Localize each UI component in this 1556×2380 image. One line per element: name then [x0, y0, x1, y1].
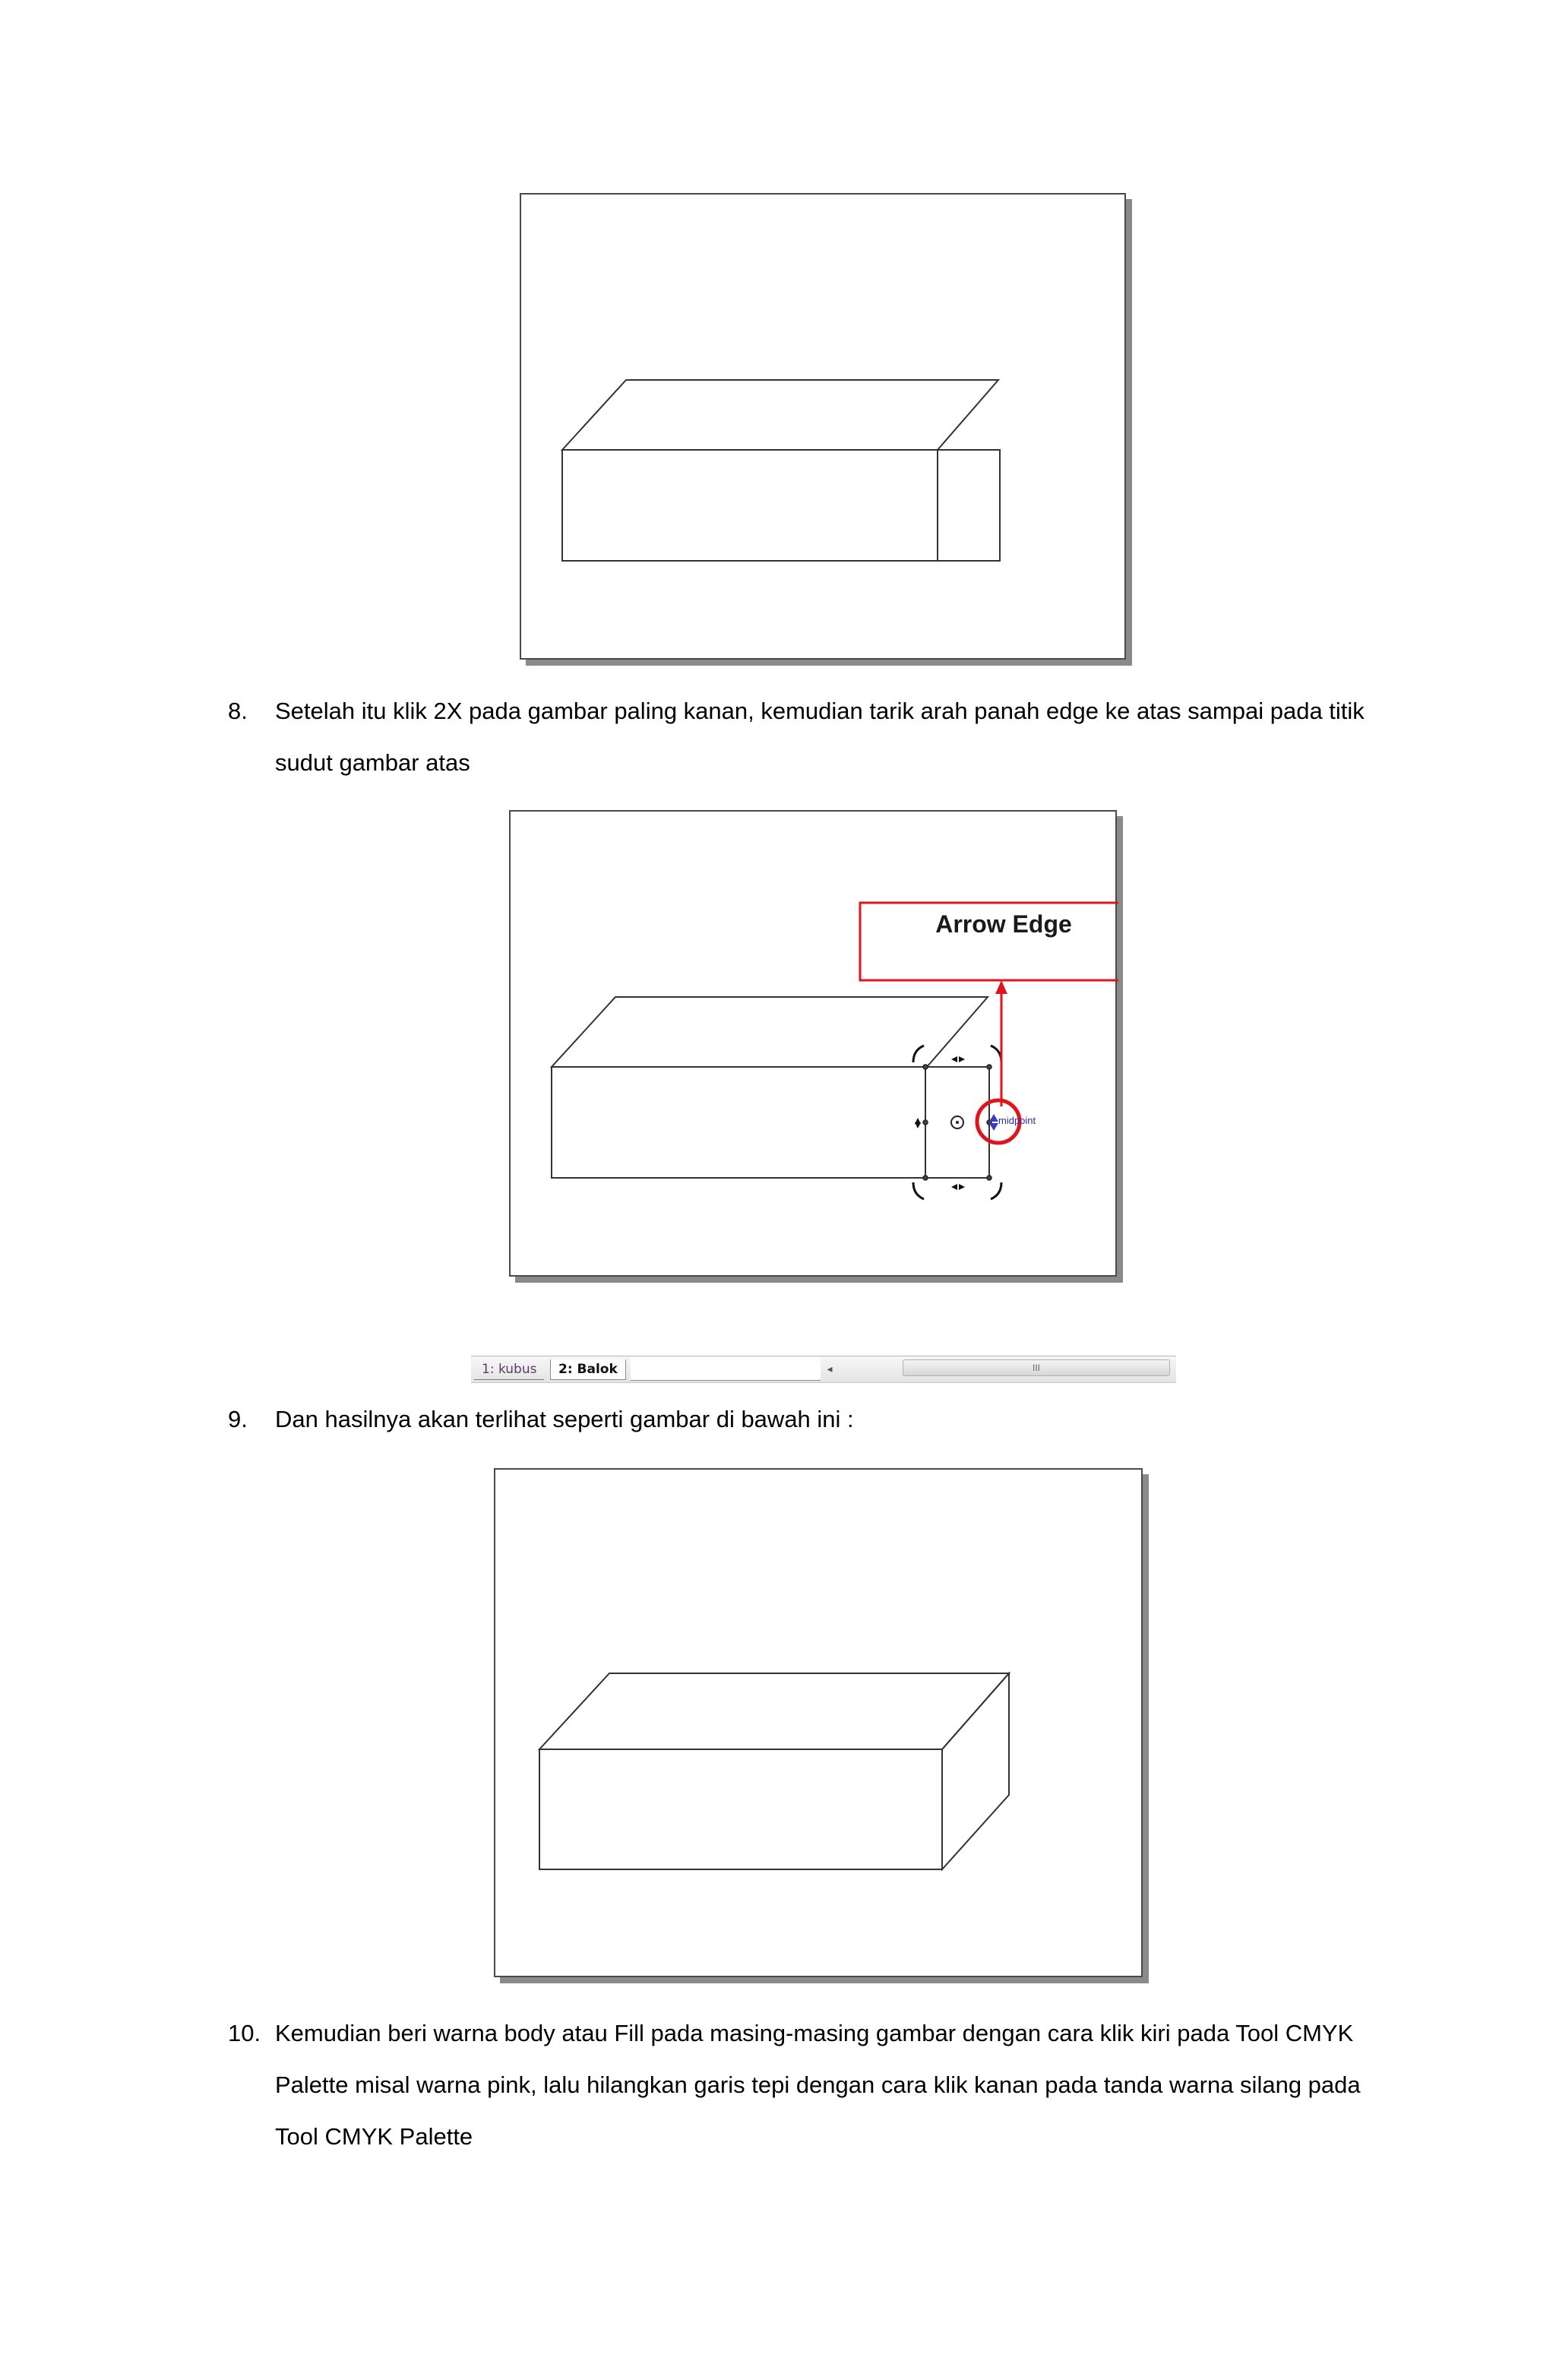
top-face — [562, 380, 998, 450]
figure-2-drawing — [511, 812, 1118, 1278]
callout-label: Arrow Edge — [935, 910, 1072, 938]
figure-3-box-result — [494, 1468, 1143, 1977]
step-text: Setelah itu klik 2X pada gambar paling kanan, kemudian tarik arah panah edge ke atas sampai pada titik sudut gambar atas — [275, 698, 1365, 776]
figure-2-arrow-edge — [509, 810, 1117, 1277]
figure-3-drawing — [495, 1470, 1144, 1979]
step-number: 9. — [228, 1406, 248, 1432]
figure-1-drawing — [521, 195, 1127, 661]
page-tab-kubus[interactable]: 1: kubus — [474, 1359, 544, 1380]
front-face — [562, 450, 938, 561]
top-face — [552, 997, 988, 1067]
horizontal-scrollbar-thumb[interactable] — [903, 1359, 1170, 1376]
right-face-detached — [938, 450, 1000, 561]
edge-arrow-head-icon — [995, 980, 1007, 994]
midpoint-label: midpoint — [998, 1115, 1036, 1126]
front-face — [552, 1067, 925, 1178]
page-tab-balok[interactable]: 2: Balok — [550, 1359, 626, 1380]
step-number: 10. — [228, 2020, 261, 2046]
scroll-grip-icon: III — [1032, 1362, 1040, 1373]
tab-bar-filler — [631, 1357, 821, 1381]
step-text: Kemudian beri warna body atau Fill pada masing-masing gambar dengan cara klik kiri pada Tool CMYK Palette misal warna pink, lalu hilangkan garis tepi dengan cara klik kanan pada tanda warna silang pada Tool CMYK Palette — [275, 2020, 1361, 2150]
step-9 — [228, 1394, 1383, 1445]
top-face — [539, 1673, 1009, 1749]
scroll-left-icon[interactable]: ◂ — [827, 1362, 833, 1375]
step-10 — [228, 2008, 1383, 2163]
right-face — [942, 1673, 1009, 1869]
center-marker-icon — [951, 1116, 963, 1128]
figure-1-box-incomplete — [520, 193, 1126, 660]
step-8 — [228, 685, 1383, 789]
step-number: 8. — [228, 698, 248, 724]
step-text: Dan hasilnya akan terlihat seperti gambar di bawah ini : — [275, 1406, 854, 1432]
page-tab-bar — [471, 1356, 1176, 1383]
front-face — [539, 1749, 942, 1869]
